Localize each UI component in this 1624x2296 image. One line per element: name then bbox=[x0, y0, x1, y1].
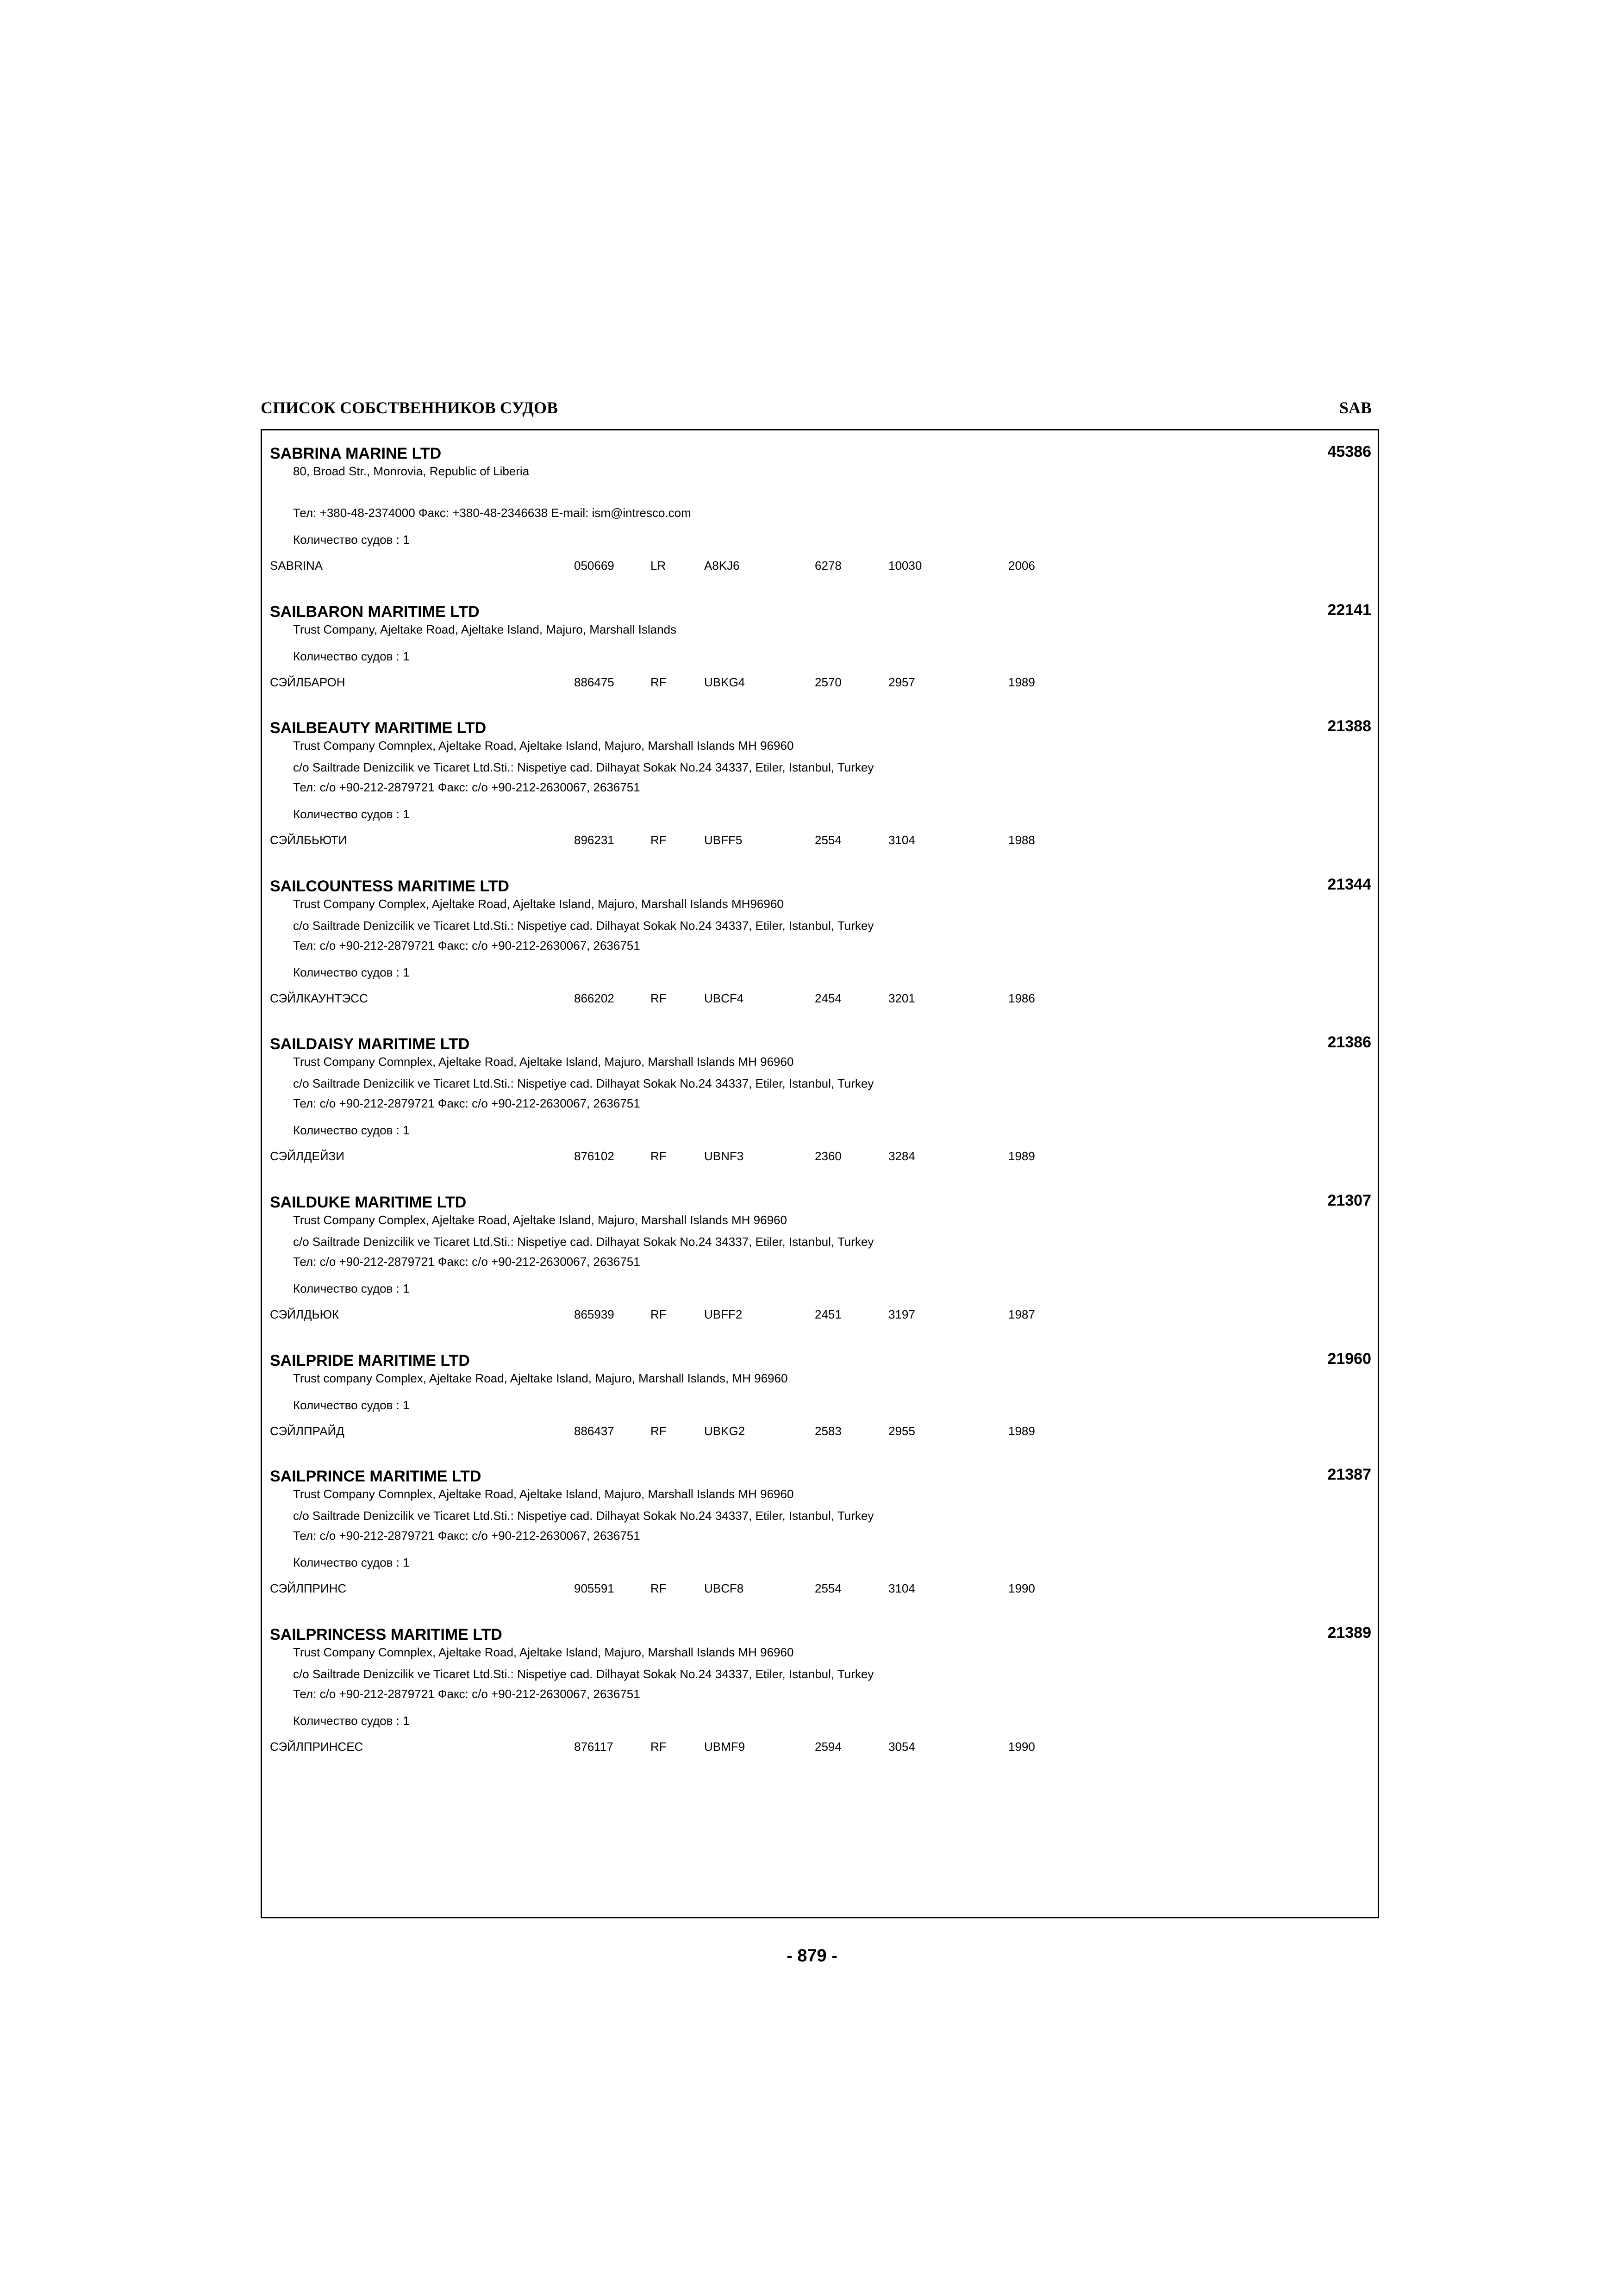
vessel-count: Количество судов : 1 bbox=[293, 1123, 410, 1137]
vessel-gt: 6278 bbox=[815, 559, 842, 572]
vessel-year: 2006 bbox=[1008, 559, 1035, 572]
address-line: Тел: c/o +90-212-2879721 Факс: c/o +90-212-2630067, 2636751 bbox=[293, 780, 640, 794]
vessel-dwt: 3104 bbox=[888, 833, 915, 847]
address-line: Тел: c/o +90-212-2879721 Факс: c/o +90-212-2630067, 2636751 bbox=[293, 1255, 640, 1269]
vessel-count: Количество судов : 1 bbox=[293, 533, 410, 547]
owner-id: 21307 bbox=[1327, 1192, 1371, 1209]
vessel-flag: RF bbox=[650, 991, 667, 1005]
owner-id: 21387 bbox=[1327, 1466, 1371, 1483]
vessel-imo: 865939 bbox=[574, 1307, 614, 1321]
vessel-gt: 2554 bbox=[815, 833, 842, 847]
vessel-flag: LR bbox=[650, 559, 666, 572]
owner-name: SAILPRINCE MARITIME LTD bbox=[270, 1468, 481, 1485]
owner-name: SAILPRIDE MARITIME LTD bbox=[270, 1352, 470, 1369]
address-line: c/o Sailtrade Denizcilik ve Ticaret Ltd.Sti.: Nispetiye cad. Dilhayat Sokak No.24 34337, Etiler, Istanbul, Turkey bbox=[293, 919, 874, 933]
vessel-name: СЭЙЛПРИНС bbox=[270, 1581, 347, 1595]
vessel-year: 1990 bbox=[1008, 1581, 1035, 1595]
vessel-name: СЭЙЛПРИНСЕС bbox=[270, 1740, 363, 1754]
vessel-gt: 2360 bbox=[815, 1149, 842, 1163]
vessel-imo: 876117 bbox=[574, 1740, 613, 1754]
vessel-dwt: 3104 bbox=[888, 1581, 915, 1595]
vessel-imo: 905591 bbox=[574, 1581, 614, 1595]
owner-id: 21388 bbox=[1327, 717, 1371, 735]
owner-name: SABRINA MARINE LTD bbox=[270, 445, 442, 462]
address-line: c/o Sailtrade Denizcilik ve Ticaret Ltd.Sti.: Nispetiye cad. Dilhayat Sokak No.24 34337, Etiler, Istanbul, Turkey bbox=[293, 1235, 874, 1249]
vessel-name: СЭЙЛПРАЙД bbox=[270, 1424, 344, 1438]
vessel-name: СЭЙЛДЬЮК bbox=[270, 1307, 339, 1321]
vessel-flag: RF bbox=[650, 1581, 667, 1595]
address-line: Тел: +380-48-2374000 Факс: +380-48-2346638 E-mail: ism@intresco.com bbox=[293, 506, 691, 520]
owner-id: 45386 bbox=[1327, 443, 1371, 460]
vessel-count: Количество судов : 1 bbox=[293, 1556, 410, 1569]
vessel-flag: RF bbox=[650, 675, 667, 689]
vessel-imo: 896231 bbox=[574, 833, 614, 847]
vessel-flag: RF bbox=[650, 1149, 667, 1163]
vessel-gt: 2451 bbox=[815, 1307, 842, 1321]
vessel-year: 1988 bbox=[1008, 833, 1035, 847]
vessel-dwt: 2957 bbox=[888, 675, 915, 689]
vessel-year: 1987 bbox=[1008, 1307, 1035, 1321]
vessel-dwt: 3054 bbox=[888, 1740, 915, 1754]
address-line: c/o Sailtrade Denizcilik ve Ticaret Ltd.Sti.: Nispetiye cad. Dilhayat Sokak No.24 34337, Etiler, Istanbul, Turkey bbox=[293, 1667, 874, 1681]
vessel-name: СЭЙЛБЬЮТИ bbox=[270, 833, 347, 847]
vessel-callsign: UBFF2 bbox=[704, 1307, 743, 1321]
vessel-dwt: 10030 bbox=[888, 559, 922, 572]
address-line: Тел: c/o +90-212-2879721 Факс: c/o +90-212-2630067, 2636751 bbox=[293, 1687, 640, 1701]
vessel-gt: 2583 bbox=[815, 1424, 842, 1438]
owner-name: SAILDAISY MARITIME LTD bbox=[270, 1035, 470, 1053]
vessel-callsign: UBCF4 bbox=[704, 991, 744, 1005]
vessel-imo: 886475 bbox=[574, 675, 614, 689]
vessel-year: 1989 bbox=[1008, 675, 1035, 689]
vessel-gt: 2594 bbox=[815, 1740, 842, 1754]
vessel-flag: RF bbox=[650, 833, 667, 847]
vessel-callsign: UBCF8 bbox=[704, 1581, 744, 1595]
address-line: 80, Broad Str., Monrovia, Republic of Liberia bbox=[293, 464, 530, 478]
address-line: Тел: c/o +90-212-2879721 Факс: c/o +90-212-2630067, 2636751 bbox=[293, 939, 640, 952]
address-line: Тел: c/o +90-212-2879721 Факс: c/o +90-212-2630067, 2636751 bbox=[293, 1529, 640, 1543]
vessel-gt: 2554 bbox=[815, 1581, 842, 1595]
vessel-dwt: 2955 bbox=[888, 1424, 915, 1438]
vessel-imo: 876102 bbox=[574, 1149, 614, 1163]
owner-id: 21344 bbox=[1327, 876, 1371, 893]
owner-name: SAILBARON MARITIME LTD bbox=[270, 603, 480, 621]
vessel-imo: 886437 bbox=[574, 1424, 614, 1438]
vessel-name: SABRINA bbox=[270, 559, 323, 572]
address-line: c/o Sailtrade Denizcilik ve Ticaret Ltd.Sti.: Nispetiye cad. Dilhayat Sokak No.24 34337, Etiler, Istanbul, Turkey bbox=[293, 760, 874, 774]
address-line: Trust Company Comnplex, Ajeltake Road, Ajeltake Island, Majuro, Marshall Islands MH 96960 bbox=[293, 1487, 794, 1501]
owner-name: SAILDUKE MARITIME LTD bbox=[270, 1194, 467, 1211]
address-line: Тел: c/o +90-212-2879721 Факс: c/o +90-212-2630067, 2636751 bbox=[293, 1096, 640, 1110]
vessel-callsign: UBFF5 bbox=[704, 833, 743, 847]
vessel-flag: RF bbox=[650, 1424, 667, 1438]
address-line: Trust Company Complex, Ajeltake Road, Ajeltake Island, Majuro, Marshall Islands MH 96960 bbox=[293, 1213, 787, 1227]
vessel-count: Количество судов : 1 bbox=[293, 807, 410, 821]
vessel-imo: 866202 bbox=[574, 991, 614, 1005]
owner-name: SAILBEAUTY MARITIME LTD bbox=[270, 719, 487, 737]
vessel-name: СЭЙЛДЕЙЗИ bbox=[270, 1149, 344, 1163]
vessel-year: 1989 bbox=[1008, 1149, 1035, 1163]
vessel-imo: 050669 bbox=[574, 559, 614, 572]
vessel-gt: 2570 bbox=[815, 675, 842, 689]
vessel-flag: RF bbox=[650, 1740, 667, 1754]
vessel-count: Количество судов : 1 bbox=[293, 649, 410, 663]
address-line: Trust Company Comnplex, Ajeltake Road, Ajeltake Island, Majuro, Marshall Islands MH 96960 bbox=[293, 1055, 794, 1069]
address-line: c/o Sailtrade Denizcilik ve Ticaret Ltd.Sti.: Nispetiye cad. Dilhayat Sokak No.24 34337, Etiler, Istanbul, Turkey bbox=[293, 1076, 874, 1090]
vessel-callsign: UBNF3 bbox=[704, 1149, 744, 1163]
vessel-year: 1989 bbox=[1008, 1424, 1035, 1438]
vessel-dwt: 3201 bbox=[888, 991, 915, 1005]
vessel-dwt: 3197 bbox=[888, 1307, 915, 1321]
vessel-name: СЭЙЛКАУНТЭСС bbox=[270, 991, 368, 1005]
vessel-callsign: UBKG4 bbox=[704, 675, 745, 689]
owner-id: 21960 bbox=[1327, 1350, 1371, 1368]
owner-id: 21389 bbox=[1327, 1624, 1371, 1642]
owners-frame bbox=[261, 429, 1379, 1918]
header-title: СПИСОК СОБСТВЕННИКОВ СУДОВ bbox=[261, 398, 558, 417]
vessel-year: 1990 bbox=[1008, 1740, 1035, 1754]
address-line: Trust Company, Ajeltake Road, Ajeltake Island, Majuro, Marshall Islands bbox=[293, 622, 677, 636]
address-line: Trust company Complex, Ajeltake Road, Ajeltake Island, Majuro, Marshall Islands, MH 96960 bbox=[293, 1371, 788, 1385]
vessel-year: 1986 bbox=[1008, 991, 1035, 1005]
address-line: Trust Company Comnplex, Ajeltake Road, Ajeltake Island, Majuro, Marshall Islands MH 96960 bbox=[293, 1645, 794, 1659]
address-line: Trust Company Complex, Ajeltake Road, Ajeltake Island, Majuro, Marshall Islands MH96960 bbox=[293, 897, 784, 911]
vessel-count: Количество судов : 1 bbox=[293, 1398, 410, 1412]
vessel-callsign: A8KJ6 bbox=[704, 559, 740, 572]
vessel-count: Количество судов : 1 bbox=[293, 1282, 410, 1295]
header-code: SAB bbox=[1339, 398, 1372, 417]
vessel-count: Количество судов : 1 bbox=[293, 1714, 410, 1728]
owner-id: 21386 bbox=[1327, 1033, 1371, 1051]
vessel-dwt: 3284 bbox=[888, 1149, 915, 1163]
address-line: Trust Company Comnplex, Ajeltake Road, Ajeltake Island, Majuro, Marshall Islands MH 96960 bbox=[293, 739, 794, 753]
page-header bbox=[261, 398, 1372, 421]
vessel-flag: RF bbox=[650, 1307, 667, 1321]
address-line: c/o Sailtrade Denizcilik ve Ticaret Ltd.Sti.: Nispetiye cad. Dilhayat Sokak No.24 34337, Etiler, Istanbul, Turkey bbox=[293, 1509, 874, 1523]
vessel-count: Количество судов : 1 bbox=[293, 965, 410, 979]
vessel-callsign: UBKG2 bbox=[704, 1424, 745, 1438]
page-number: - 879 - bbox=[787, 1946, 837, 1966]
vessel-gt: 2454 bbox=[815, 991, 842, 1005]
owner-id: 22141 bbox=[1327, 601, 1371, 619]
vessel-name: СЭЙЛБАРОН bbox=[270, 675, 345, 689]
vessel-callsign: UBMF9 bbox=[704, 1740, 745, 1754]
owner-name: SAILCOUNTESS MARITIME LTD bbox=[270, 877, 509, 895]
owner-name: SAILPRINCESS MARITIME LTD bbox=[270, 1626, 502, 1643]
